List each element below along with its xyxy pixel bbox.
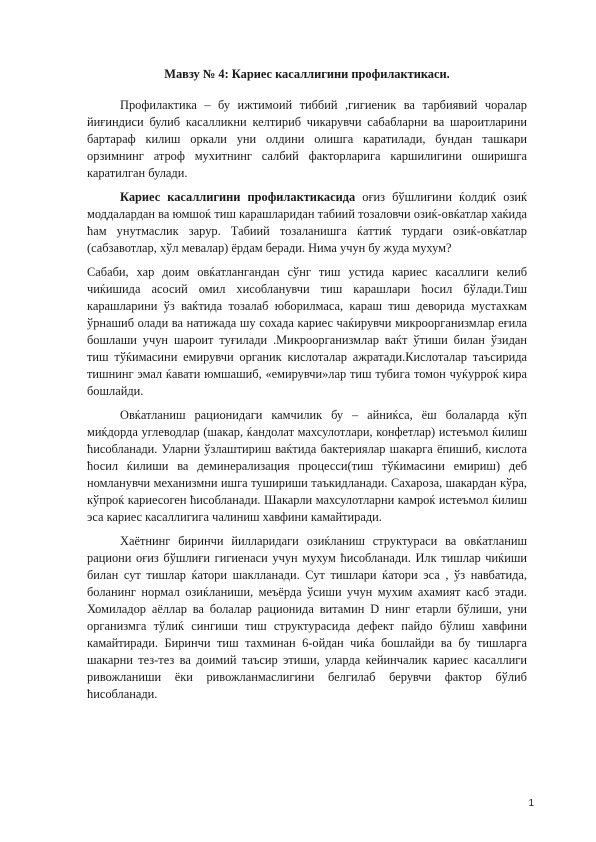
paragraph-prophylaxis-definition: Профилактика – бу ижтимоий тиббий ,гигиеник ва тарбиявий чоралар йиғиндиси булиб касалликни келтириб чикарувчи сабабларни ва шароитларини бартараф килиш оркали уни олдини олишга каратилади, бундан ташкари орзимнинг атроф мухитнинг салбий факторларига каршилигини оширишга каратилган булади. <box>87 98 527 180</box>
document-title: Мавзу № 4: Кариес касаллигини профилактикаси. <box>164 67 450 81</box>
paragraph-plaque-cause: Сабаби, хар доим овќатлангандан сўнг тиш устида кариес касаллиги келиб чиќишида асосий омил хисобланувчи тиш карашлари ћосил бўлади.Тиш карашларини ўз ваќтида тозалаб юборилмаса, караш тиш деворида мустахкам ўрнашиб олади ва натижада шу сохада кариес чаќирувчи микроорганизмлар еғила бошлаши учун шароит туғилади .Микроорганизмлар ваќт ўтиши билан ўзидан тиш тўќимасини емирувчи органик кислоталар ажратади.Кислоталар таъсирида тишнинг эмал ќавати юмшашиб, «емирувчи»лар тиш тубига томон чуќурроќ кира бошлайди. <box>87 265 527 398</box>
paragraph-lead-bold: Кариес касаллигини профилактикасида <box>120 190 356 204</box>
paragraph-early-years-nutrition: Хаётнинг биринчи йилларидаги озиќланиш структураси ва овќатланиш рациони оғиз бўшлиғи гигиенаси учун мухум ћисобланади. Илк тишлар чиќиши билан сут тишлар ќатори шаклланади. Сут тишлари ќатори эса , ўз навбатида, боланинг нормал озиќланиши, меъёрда ўсиши учун мухим ахамият касб этади. Хомиладор аёллар ва болалар рационида витамин D нинг етарли бўлиши, уни организмга тўлиќ сингиши тиш структурасида дефект пайдо бўлиш хавфини камайтиради. Биринчи тиш тахминан 6-ойдан чиќа бошлайди ва бу тишларга шакарни тез-тез ва доимий таъсир этиши, уларда кейинчалик кариес касаллиги ривожланиши ёки ривожланмаслигини белгилаб берувчи фактор бўлиб ћисобланади. <box>87 534 527 701</box>
paragraph-nutrition-deficiency: Овќатланиш рационидаги камчилик бу – айниќса, ёш болаларда кўп миќдорда углеводлар (шакар, ќандолат махсулотлари, конфетлар) истеъмол ќилиш ћисобланади. Уларни ўзлаштириш ваќтида бактериялар шакарга ёпишиб, кислота ћосил ќилиши ва деминерализация процесси(тиш тўќимасини емириш) деб номланувчи механизмни ишга тушириши таъкидланади. Сахароза, шакардан кўра, кўпроќ кариесоген ћисобланади. Шакарли махсулотларни камроќ истеъмол ќилиш эса кариес касаллигига чалиниш хавфини камайтиради. <box>87 408 527 524</box>
document-page <box>87 66 527 710</box>
page-number: 1 <box>528 798 534 809</box>
paragraph-lead-rest: оғиз бўшлиғини ќолдиќ озиќ моддалардан ва юмшоќ тиш карашларидан табиий тозаловчи озиќ-овќатлар хаќида ћам унутмаслик зарур. Табиий тозаланишга ќаттиќ турдаги озиќ-овќатлар (сабзавотлар, хўл мевалар) ёрдам беради. Нима учун бу жуда мухум? <box>87 190 527 255</box>
paragraph-caries-prophylaxis <box>87 189 527 257</box>
